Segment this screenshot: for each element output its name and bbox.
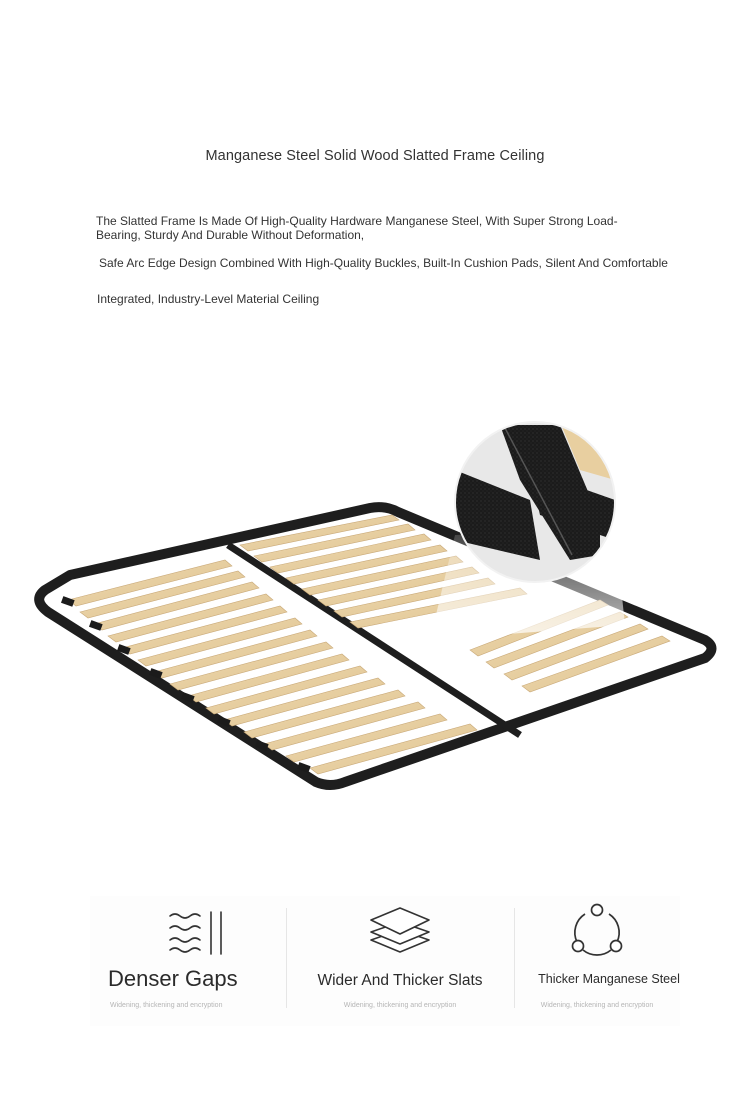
description-paragraph-3: Integrated, Industry-Level Material Ceiling <box>97 292 320 306</box>
triangle-nodes-icon <box>569 902 625 958</box>
feature-subtitle: Widening, thickening and encryption <box>343 1002 457 1009</box>
feature-denser-gaps <box>90 896 286 1026</box>
feature-thicker-manganese-steel <box>514 896 680 1026</box>
feature-name: Denser Gaps <box>108 966 238 991</box>
description-paragraph-1: The Slatted Frame Is Made Of High-Quality Hardware Manganese Steel, With Super Strong Load-Bearing, Sturdy And Durable Without Deformation, <box>96 214 618 242</box>
description-paragraph-2: Safe Arc Edge Design Combined With High-Quality Buckles, Built-In Cushion Pads, Silent And Comfortable <box>99 256 668 270</box>
slatted-bed-frame-illustration <box>0 420 750 820</box>
feature-name: Thicker Manganese Steel <box>538 972 680 986</box>
feature-wider-thicker-slats <box>286 896 514 1026</box>
wavy-lines-icon <box>168 910 228 960</box>
page-title: Manganese Steel Solid Wood Slatted Frame Ceiling <box>205 148 545 164</box>
feature-subtitle: Widening, thickening and encryption <box>540 1002 654 1009</box>
features-strip <box>90 896 680 1026</box>
stacked-layers-icon <box>369 904 431 956</box>
feature-subtitle: Widening, thickening and encryption <box>110 1002 223 1009</box>
feature-name: Wider And Thicker Slats <box>317 972 483 989</box>
